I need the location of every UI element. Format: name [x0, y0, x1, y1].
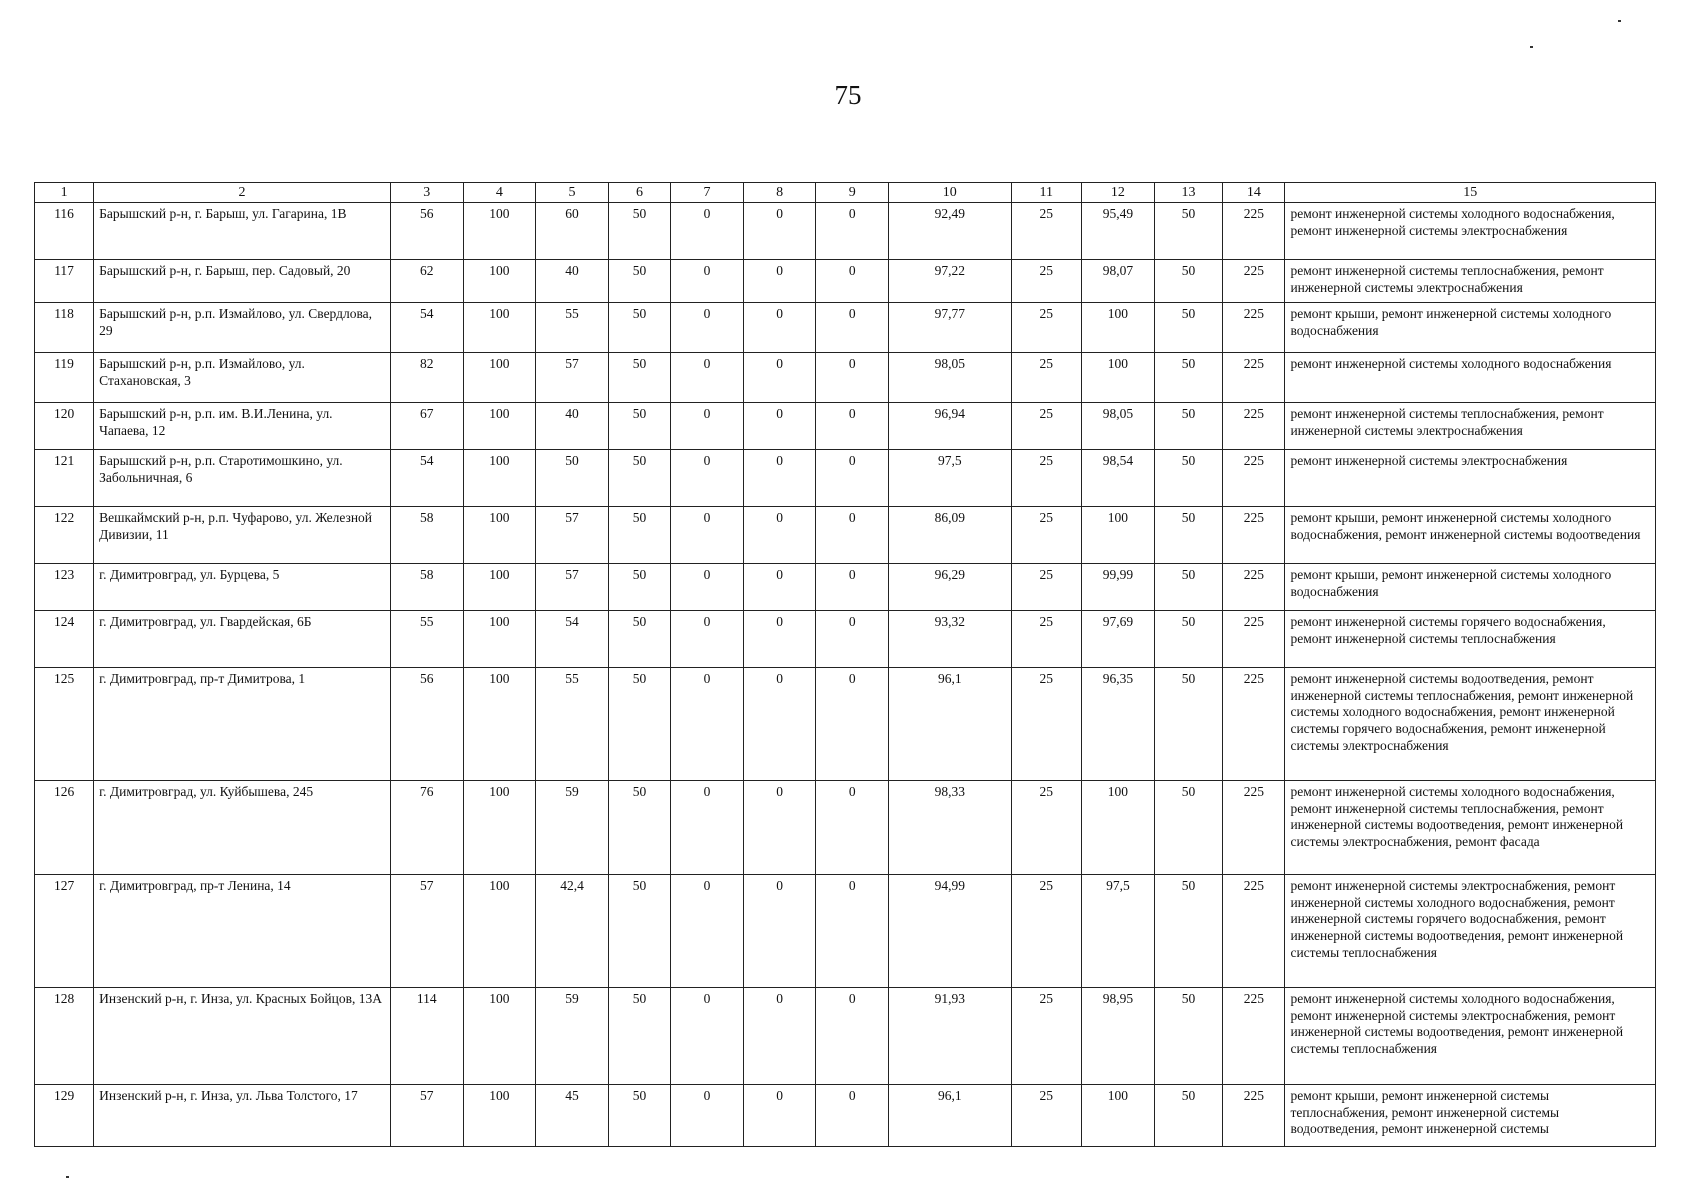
value-cell-c10: 86,09 [889, 507, 1011, 564]
page-number: 75 [834, 80, 862, 110]
value-cell-c4: 100 [463, 564, 536, 611]
row-number: 119 [35, 353, 94, 403]
value-cell-c4: 100 [463, 668, 536, 781]
works-cell: ремонт инженерной системы теплоснабжения, ремонт инженерной системы электроснабжения [1285, 260, 1656, 303]
value-cell-c14: 225 [1223, 260, 1285, 303]
value-cell-c8: 0 [743, 507, 816, 564]
table-row [35, 988, 1656, 1085]
value-cell-c6: 50 [608, 260, 670, 303]
value-cell-c10: 96,94 [889, 403, 1011, 450]
value-cell-c11: 25 [1011, 564, 1082, 611]
value-cell-c7: 0 [671, 564, 744, 611]
value-cell-c7: 0 [671, 303, 744, 353]
column-header: 12 [1082, 183, 1155, 203]
value-cell-c8: 0 [743, 781, 816, 875]
value-cell-c13: 50 [1154, 203, 1222, 260]
value-cell-c14: 225 [1223, 875, 1285, 988]
table-row [35, 450, 1656, 507]
value-cell-c6: 50 [608, 353, 670, 403]
value-cell-c14: 225 [1223, 203, 1285, 260]
table-row [35, 203, 1656, 260]
value-cell-c7: 0 [671, 875, 744, 988]
column-header: 15 [1285, 183, 1656, 203]
value-cell-c10: 96,29 [889, 564, 1011, 611]
value-cell-c9: 0 [816, 203, 889, 260]
value-cell-c5: 59 [536, 988, 609, 1085]
value-cell-c14: 225 [1223, 564, 1285, 611]
scan-speck [1530, 46, 1533, 48]
value-cell-c7: 0 [671, 668, 744, 781]
register-table [34, 182, 1656, 1147]
header-row [35, 183, 1656, 203]
value-cell-c4: 100 [463, 203, 536, 260]
value-cell-c3: 54 [390, 450, 463, 507]
value-cell-c9: 0 [816, 668, 889, 781]
value-cell-c10: 93,32 [889, 611, 1011, 668]
works-cell: ремонт инженерной системы горячего водоснабжения, ремонт инженерной системы теплоснабжения [1285, 611, 1656, 668]
value-cell-c4: 100 [463, 875, 536, 988]
value-cell-c8: 0 [743, 875, 816, 988]
table-row [35, 1085, 1656, 1147]
table-row [35, 875, 1656, 988]
value-cell-c10: 96,1 [889, 1085, 1011, 1147]
table-row [35, 353, 1656, 403]
value-cell-c10: 98,33 [889, 781, 1011, 875]
value-cell-c8: 0 [743, 403, 816, 450]
table-row [35, 403, 1656, 450]
value-cell-c4: 100 [463, 303, 536, 353]
value-cell-c6: 50 [608, 611, 670, 668]
column-header: 8 [743, 183, 816, 203]
works-cell: ремонт инженерной системы холодного водоснабжения, ремонт инженерной системы теплоснабжения, ремонт инженерной системы водоотведения, ремонт инженерной системы электроснабжения, ремонт фасада [1285, 781, 1656, 875]
value-cell-c3: 58 [390, 564, 463, 611]
value-cell-c10: 97,77 [889, 303, 1011, 353]
value-cell-c5: 60 [536, 203, 609, 260]
value-cell-c11: 25 [1011, 1085, 1082, 1147]
address-cell: Барышский р-н, р.п. Измайлово, ул. Свердлова, 29 [94, 303, 391, 353]
value-cell-c14: 225 [1223, 611, 1285, 668]
row-number: 126 [35, 781, 94, 875]
value-cell-c6: 50 [608, 564, 670, 611]
column-header: 3 [390, 183, 463, 203]
works-cell: ремонт крыши, ремонт инженерной системы теплоснабжения, ремонт инженерной системы водоотведения, ремонт инженерной системы [1285, 1085, 1656, 1147]
value-cell-c10: 97,22 [889, 260, 1011, 303]
row-number: 129 [35, 1085, 94, 1147]
value-cell-c5: 42,4 [536, 875, 609, 988]
value-cell-c8: 0 [743, 303, 816, 353]
row-number: 117 [35, 260, 94, 303]
value-cell-c9: 0 [816, 450, 889, 507]
works-cell: ремонт инженерной системы холодного водоснабжения, ремонт инженерной системы электроснабжения [1285, 203, 1656, 260]
address-cell: Барышский р-н, г. Барыш, пер. Садовый, 20 [94, 260, 391, 303]
works-cell: ремонт инженерной системы холодного водоснабжения [1285, 353, 1656, 403]
works-cell: ремонт крыши, ремонт инженерной системы холодного водоснабжения [1285, 564, 1656, 611]
value-cell-c9: 0 [816, 403, 889, 450]
value-cell-c14: 225 [1223, 781, 1285, 875]
address-cell: г. Димитровград, пр-т Димитрова, 1 [94, 668, 391, 781]
address-cell: Барышский р-н, р.п. Измайлово, ул. Стахановская, 3 [94, 353, 391, 403]
value-cell-c6: 50 [608, 1085, 670, 1147]
value-cell-c12: 97,69 [1082, 611, 1155, 668]
works-cell: ремонт инженерной системы теплоснабжения, ремонт инженерной системы электроснабжения [1285, 403, 1656, 450]
value-cell-c5: 59 [536, 781, 609, 875]
value-cell-c8: 0 [743, 611, 816, 668]
column-header: 9 [816, 183, 889, 203]
column-header: 2 [94, 183, 391, 203]
column-header: 5 [536, 183, 609, 203]
value-cell-c8: 0 [743, 988, 816, 1085]
works-cell: ремонт крыши, ремонт инженерной системы холодного водоснабжения, ремонт инженерной системы водоотведения [1285, 507, 1656, 564]
value-cell-c13: 50 [1154, 781, 1222, 875]
value-cell-c6: 50 [608, 988, 670, 1085]
value-cell-c4: 100 [463, 403, 536, 450]
row-number: 128 [35, 988, 94, 1085]
value-cell-c4: 100 [463, 450, 536, 507]
column-header: 6 [608, 183, 670, 203]
value-cell-c3: 67 [390, 403, 463, 450]
value-cell-c13: 50 [1154, 353, 1222, 403]
row-number: 120 [35, 403, 94, 450]
row-number: 121 [35, 450, 94, 507]
value-cell-c13: 50 [1154, 564, 1222, 611]
table-row [35, 668, 1656, 781]
address-cell: Барышский р-н, г. Барыш, ул. Гагарина, 1В [94, 203, 391, 260]
works-cell: ремонт крыши, ремонт инженерной системы холодного водоснабжения [1285, 303, 1656, 353]
value-cell-c12: 98,05 [1082, 403, 1155, 450]
value-cell-c13: 50 [1154, 875, 1222, 988]
value-cell-c9: 0 [816, 260, 889, 303]
value-cell-c7: 0 [671, 988, 744, 1085]
value-cell-c4: 100 [463, 507, 536, 564]
value-cell-c3: 62 [390, 260, 463, 303]
address-cell: г. Димитровград, ул. Куйбышева, 245 [94, 781, 391, 875]
value-cell-c12: 98,54 [1082, 450, 1155, 507]
value-cell-c14: 225 [1223, 1085, 1285, 1147]
table-row [35, 781, 1656, 875]
value-cell-c3: 58 [390, 507, 463, 564]
value-cell-c6: 50 [608, 303, 670, 353]
value-cell-c3: 56 [390, 668, 463, 781]
value-cell-c6: 50 [608, 875, 670, 988]
works-cell: ремонт инженерной системы холодного водоснабжения, ремонт инженерной системы электроснабжения, ремонт инженерной системы водоотведения, ремонт инженерной системы теплоснабжения [1285, 988, 1656, 1085]
works-cell: ремонт инженерной системы водоотведения, ремонт инженерной системы теплоснабжения, ремонт инженерной системы холодного водоснабжения, ремонт инженерной системы горячего водоснабжения, ремонт инженерной системы электроснабжения [1285, 668, 1656, 781]
value-cell-c12: 95,49 [1082, 203, 1155, 260]
value-cell-c6: 50 [608, 668, 670, 781]
value-cell-c4: 100 [463, 353, 536, 403]
value-cell-c7: 0 [671, 781, 744, 875]
value-cell-c6: 50 [608, 781, 670, 875]
scan-speck [1618, 20, 1621, 22]
value-cell-c14: 225 [1223, 450, 1285, 507]
works-cell: ремонт инженерной системы электроснабжения [1285, 450, 1656, 507]
value-cell-c3: 114 [390, 988, 463, 1085]
row-number: 124 [35, 611, 94, 668]
value-cell-c9: 0 [816, 988, 889, 1085]
column-header: 10 [889, 183, 1011, 203]
table-row [35, 260, 1656, 303]
value-cell-c12: 98,07 [1082, 260, 1155, 303]
value-cell-c4: 100 [463, 781, 536, 875]
value-cell-c7: 0 [671, 403, 744, 450]
table-row [35, 564, 1656, 611]
address-cell: г. Димитровград, ул. Гвардейская, 6Б [94, 611, 391, 668]
value-cell-c12: 98,95 [1082, 988, 1155, 1085]
value-cell-c3: 56 [390, 203, 463, 260]
value-cell-c11: 25 [1011, 668, 1082, 781]
value-cell-c4: 100 [463, 260, 536, 303]
value-cell-c12: 100 [1082, 303, 1155, 353]
value-cell-c6: 50 [608, 203, 670, 260]
value-cell-c14: 225 [1223, 303, 1285, 353]
value-cell-c9: 0 [816, 781, 889, 875]
address-cell: Вешкаймский р-н, р.п. Чуфарово, ул. Железной Дивизии, 11 [94, 507, 391, 564]
value-cell-c4: 100 [463, 611, 536, 668]
value-cell-c5: 40 [536, 403, 609, 450]
value-cell-c12: 100 [1082, 507, 1155, 564]
scan-speck [66, 1176, 69, 1178]
value-cell-c3: 55 [390, 611, 463, 668]
value-cell-c7: 0 [671, 353, 744, 403]
value-cell-c11: 25 [1011, 353, 1082, 403]
value-cell-c5: 55 [536, 303, 609, 353]
value-cell-c7: 0 [671, 450, 744, 507]
value-cell-c14: 225 [1223, 668, 1285, 781]
value-cell-c12: 99,99 [1082, 564, 1155, 611]
value-cell-c3: 54 [390, 303, 463, 353]
table-row [35, 507, 1656, 564]
value-cell-c6: 50 [608, 450, 670, 507]
value-cell-c13: 50 [1154, 303, 1222, 353]
address-cell: г. Димитровград, пр-т Ленина, 14 [94, 875, 391, 988]
value-cell-c12: 100 [1082, 1085, 1155, 1147]
value-cell-c14: 225 [1223, 403, 1285, 450]
value-cell-c12: 100 [1082, 353, 1155, 403]
value-cell-c3: 57 [390, 1085, 463, 1147]
value-cell-c5: 54 [536, 611, 609, 668]
value-cell-c12: 100 [1082, 781, 1155, 875]
value-cell-c3: 57 [390, 875, 463, 988]
value-cell-c6: 50 [608, 507, 670, 564]
value-cell-c11: 25 [1011, 450, 1082, 507]
value-cell-c4: 100 [463, 988, 536, 1085]
value-cell-c5: 50 [536, 450, 609, 507]
value-cell-c12: 96,35 [1082, 668, 1155, 781]
value-cell-c14: 225 [1223, 507, 1285, 564]
value-cell-c7: 0 [671, 260, 744, 303]
value-cell-c8: 0 [743, 353, 816, 403]
value-cell-c9: 0 [816, 611, 889, 668]
value-cell-c7: 0 [671, 611, 744, 668]
value-cell-c4: 100 [463, 1085, 536, 1147]
value-cell-c8: 0 [743, 203, 816, 260]
value-cell-c11: 25 [1011, 303, 1082, 353]
row-number: 122 [35, 507, 94, 564]
value-cell-c11: 25 [1011, 260, 1082, 303]
value-cell-c13: 50 [1154, 1085, 1222, 1147]
row-number: 118 [35, 303, 94, 353]
value-cell-c13: 50 [1154, 611, 1222, 668]
value-cell-c8: 0 [743, 260, 816, 303]
value-cell-c8: 0 [743, 668, 816, 781]
row-number: 123 [35, 564, 94, 611]
value-cell-c8: 0 [743, 1085, 816, 1147]
value-cell-c8: 0 [743, 564, 816, 611]
column-header: 7 [671, 183, 744, 203]
value-cell-c10: 97,5 [889, 450, 1011, 507]
value-cell-c13: 50 [1154, 260, 1222, 303]
value-cell-c6: 50 [608, 403, 670, 450]
column-header: 1 [35, 183, 94, 203]
value-cell-c13: 50 [1154, 668, 1222, 781]
value-cell-c5: 55 [536, 668, 609, 781]
address-cell: Барышский р-н, р.п. Старотимошкино, ул. Забольничная, 6 [94, 450, 391, 507]
value-cell-c5: 57 [536, 353, 609, 403]
value-cell-c3: 82 [390, 353, 463, 403]
value-cell-c11: 25 [1011, 611, 1082, 668]
value-cell-c11: 25 [1011, 781, 1082, 875]
row-number: 125 [35, 668, 94, 781]
value-cell-c11: 25 [1011, 203, 1082, 260]
value-cell-c5: 57 [536, 564, 609, 611]
value-cell-c13: 50 [1154, 507, 1222, 564]
value-cell-c12: 97,5 [1082, 875, 1155, 988]
row-number: 116 [35, 203, 94, 260]
address-cell: Инзенский р-н, г. Инза, ул. Льва Толстого, 17 [94, 1085, 391, 1147]
column-header: 4 [463, 183, 536, 203]
value-cell-c10: 94,99 [889, 875, 1011, 988]
value-cell-c10: 96,1 [889, 668, 1011, 781]
value-cell-c7: 0 [671, 203, 744, 260]
value-cell-c9: 0 [816, 1085, 889, 1147]
value-cell-c11: 25 [1011, 507, 1082, 564]
value-cell-c3: 76 [390, 781, 463, 875]
value-cell-c7: 0 [671, 507, 744, 564]
value-cell-c13: 50 [1154, 988, 1222, 1085]
column-header: 14 [1223, 183, 1285, 203]
value-cell-c5: 45 [536, 1085, 609, 1147]
value-cell-c14: 225 [1223, 988, 1285, 1085]
value-cell-c11: 25 [1011, 875, 1082, 988]
address-cell: Барышский р-н, р.п. им. В.И.Ленина, ул. Чапаева, 12 [94, 403, 391, 450]
address-cell: Инзенский р-н, г. Инза, ул. Красных Бойцов, 13А [94, 988, 391, 1085]
value-cell-c14: 225 [1223, 353, 1285, 403]
value-cell-c9: 0 [816, 564, 889, 611]
works-cell: ремонт инженерной системы электроснабжения, ремонт инженерной системы холодного водоснабжения, ремонт инженерной системы горячего водоснабжения, ремонт инженерной системы водоотведения, ремонт инженерной системы теплоснабжения [1285, 875, 1656, 988]
value-cell-c8: 0 [743, 450, 816, 507]
value-cell-c9: 0 [816, 875, 889, 988]
row-number: 127 [35, 875, 94, 988]
value-cell-c5: 57 [536, 507, 609, 564]
value-cell-c13: 50 [1154, 450, 1222, 507]
table-body [35, 203, 1656, 1147]
value-cell-c11: 25 [1011, 403, 1082, 450]
value-cell-c9: 0 [816, 507, 889, 564]
value-cell-c10: 98,05 [889, 353, 1011, 403]
value-cell-c11: 25 [1011, 988, 1082, 1085]
value-cell-c9: 0 [816, 353, 889, 403]
column-header: 13 [1154, 183, 1222, 203]
value-cell-c10: 92,49 [889, 203, 1011, 260]
table-row [35, 303, 1656, 353]
column-header: 11 [1011, 183, 1082, 203]
value-cell-c9: 0 [816, 303, 889, 353]
value-cell-c5: 40 [536, 260, 609, 303]
value-cell-c10: 91,93 [889, 988, 1011, 1085]
address-cell: г. Димитровград, ул. Бурцева, 5 [94, 564, 391, 611]
table-row [35, 611, 1656, 668]
value-cell-c13: 50 [1154, 403, 1222, 450]
value-cell-c7: 0 [671, 1085, 744, 1147]
